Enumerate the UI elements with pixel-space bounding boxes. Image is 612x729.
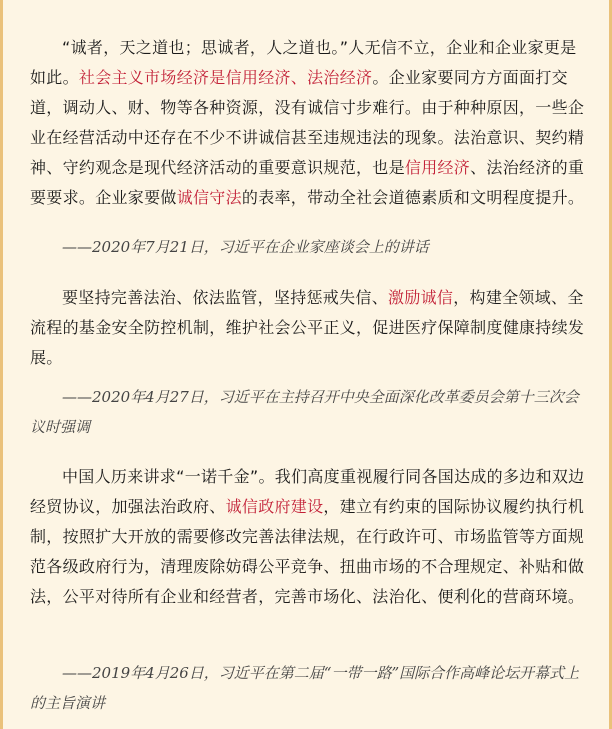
highlighted-phrase: 诚信政府建设 bbox=[225, 497, 324, 516]
paragraph-text: ，构建全领域、全流程的基金安全防控机制，维护社会公平正义，促进医疗保障制度健康持续发展。 bbox=[30, 288, 585, 367]
quote-paragraph-2 bbox=[30, 283, 586, 373]
highlighted-phrase: 信用经济 bbox=[404, 158, 471, 177]
paragraph-text: ，建立有约束的国际协议履约执行机制，按照扩大开放的需要修改完善法律法规，在行政许可、市场监管等方面规范各级政府行为，清理废除妨碍公平竞争、扭曲市场的不合理规定、补贴和做法，公平对待所有企业和经营者，完善市场化、法治化、便利化的营商环境。 bbox=[30, 497, 585, 606]
paragraph-text: 。企业家要同方方面面打交道，调动人、财、物等各种资源，没有诚信寸步难行。由于种种原因，一些企业在经营活动中还存在不少不讲诚信甚至违规违法的现象。法治意识、契约精神、守约观念是现代经济活动的重要意识规范，也是 bbox=[30, 68, 585, 177]
paragraph-text: “诚者，天之道也；思诚者，人之道也。”人无信不立，企业和企业家更是如此。 bbox=[30, 38, 577, 87]
quote-paragraph-3 bbox=[30, 462, 586, 612]
paragraph-text: 、法治经济的重要要求。企业家要做 bbox=[30, 158, 585, 207]
highlighted-phrase: 激励诚信 bbox=[388, 288, 454, 307]
quote-source-3 bbox=[30, 658, 586, 718]
paragraph-text: 要坚持完善法治、依法监管，坚持惩戒失信、 bbox=[62, 288, 389, 307]
left-border-decoration bbox=[0, 0, 3, 729]
quote-source-1-text: ——2020年7月21日，习近平在企业家座谈会上的讲话 bbox=[62, 238, 429, 256]
quote-source-2 bbox=[30, 382, 586, 442]
highlighted-phrase: 诚信守法 bbox=[176, 188, 242, 207]
quote-paragraph-1 bbox=[30, 33, 586, 213]
quote-source-2-text: ——2020年4月27日，习近平在主持召开中央全面深化改革委员会第十三次会议时强调 bbox=[30, 388, 579, 436]
quote-source-1 bbox=[30, 232, 586, 262]
quote-source-3-text: ——2019年4月26日，习近平在第二届“一带一路”国际合作高峰论坛开幕式上的主旨演讲 bbox=[30, 664, 580, 712]
paragraph-text: 中国人历来讲求“一诺千金”。我们高度重视履行同各国达成的多边和双边经贸协议，加强法治政府、 bbox=[30, 467, 585, 516]
paragraph-text: 的表率，带动全社会道德素质和文明程度提升。 bbox=[241, 188, 585, 207]
highlighted-phrase: 社会主义市场经济是信用经济、法治经济 bbox=[78, 68, 373, 87]
